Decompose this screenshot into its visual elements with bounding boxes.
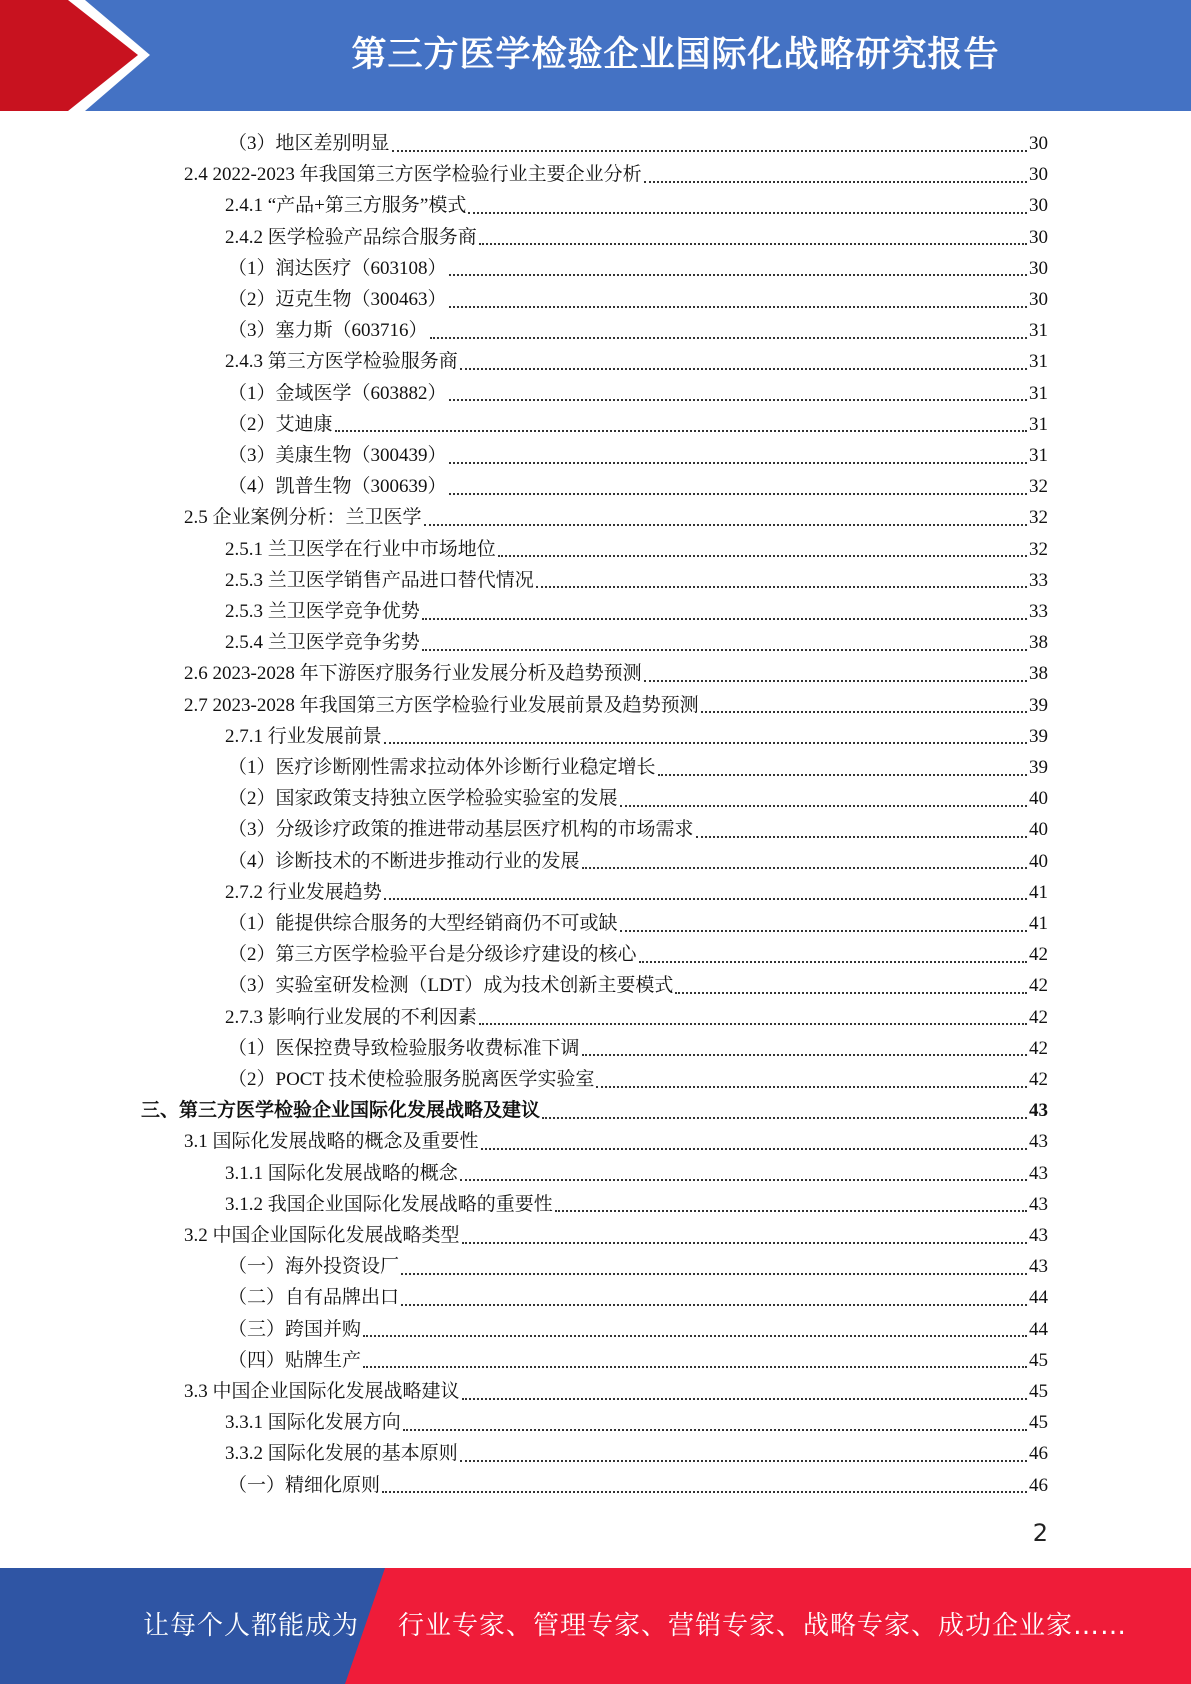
- toc-entry-label: （1）金域医学（603882）: [228, 382, 447, 404]
- toc-entry[interactable]: [228, 1345, 1048, 1376]
- toc-entry-label: 2.5.3 兰卫医学销售产品进口替代情况: [225, 569, 534, 591]
- toc-entry-page: 30: [1029, 226, 1048, 248]
- toc-leader-dots: [403, 1429, 1027, 1431]
- toc-entry[interactable]: [228, 409, 1048, 440]
- toc-leader-dots: [696, 836, 1027, 838]
- toc-leader-dots: [639, 961, 1027, 963]
- toc-leader-dots: [384, 898, 1027, 900]
- toc-entry-page: 39: [1029, 757, 1048, 778]
- toc-entry-page: 31: [1029, 320, 1048, 342]
- toc-entry[interactable]: [225, 565, 1048, 596]
- toc-entry-page: 45: [1029, 1349, 1048, 1371]
- toc-entry[interactable]: [225, 222, 1048, 253]
- toc-leader-dots: [462, 1398, 1027, 1400]
- toc-entry-label: 3.2 中国企业国际化发展战略类型: [184, 1225, 460, 1246]
- toc-entry-page: 44: [1029, 1318, 1048, 1340]
- toc-entry-label: 2.5.1 兰卫医学在行业中市场地位: [225, 538, 496, 560]
- toc-entry-page: 32: [1029, 507, 1048, 529]
- toc-entry[interactable]: [228, 1064, 1048, 1095]
- toc-leader-dots: [430, 337, 1027, 339]
- toc-entry-label: 2.5 企业案例分析：兰卫医学: [184, 507, 422, 529]
- toc-entry-label: （4）凯普生物（300639）: [228, 476, 447, 498]
- toc-entry[interactable]: [184, 1126, 1048, 1157]
- toc-entry-label: 3.1.2 我国企业国际化发展战略的重要性: [225, 1193, 553, 1215]
- toc-entry[interactable]: [228, 1314, 1048, 1345]
- toc-entry-label: 3.3.2 国际化发展的基本原则: [225, 1443, 458, 1465]
- toc-entry[interactable]: [228, 284, 1048, 315]
- toc-entry-page: 30: [1029, 164, 1048, 186]
- toc-leader-dots: [424, 524, 1027, 526]
- toc-entry[interactable]: [225, 877, 1048, 908]
- toc-leader-dots: [460, 1460, 1027, 1462]
- toc-leader-dots: [498, 555, 1027, 557]
- toc-leader-dots: [542, 1117, 1027, 1119]
- toc-entry-label: 2.7 2023-2028 年我国第三方医学检验行业发展前景及趋势预测: [184, 694, 699, 716]
- toc-leader-dots: [401, 1273, 1027, 1275]
- toc-entry-page: 33: [1029, 601, 1048, 622]
- toc-entry[interactable]: [184, 658, 1048, 689]
- toc-entry-page: 46: [1029, 1443, 1048, 1465]
- toc-entry-label: （2）国家政策支持独立医学检验实验室的发展: [228, 788, 618, 810]
- toc-entry[interactable]: [225, 1407, 1048, 1438]
- toc-entry-page: 39: [1029, 694, 1048, 716]
- toc-entry-page: 42: [1029, 1006, 1048, 1028]
- toc-entry[interactable]: [225, 1158, 1048, 1189]
- toc-leader-dots: [479, 1023, 1027, 1025]
- toc-entry-label: （三）跨国并购: [228, 1318, 362, 1340]
- toc-entry[interactable]: [184, 159, 1048, 190]
- toc-leader-dots: [481, 1148, 1027, 1150]
- toc-entry[interactable]: [228, 908, 1048, 939]
- toc-entry-label: 3.1 国际化发展战略的概念及重要性: [184, 1131, 479, 1153]
- toc-entry-label: 2.7.3 影响行业发展的不利因素: [225, 1006, 477, 1028]
- toc-entry-label: （2）第三方医学检验平台是分级诊疗建设的核心: [228, 944, 637, 966]
- toc-entry-label: （2）迈克生物（300463）: [228, 289, 447, 310]
- toc-entry-page: 30: [1029, 289, 1048, 310]
- toc-entry-label: （3）地区差别明显: [228, 133, 390, 154]
- toc-entry-page: 44: [1029, 1287, 1048, 1309]
- toc-entry-label: （2）POCT 技术使检验服务脱离医学实验室: [228, 1069, 595, 1090]
- toc-entry[interactable]: [225, 534, 1048, 565]
- toc-entry[interactable]: [228, 378, 1048, 409]
- toc-entry[interactable]: [228, 1033, 1048, 1064]
- toc-leader-dots: [363, 1366, 1027, 1368]
- toc-entry-page: 31: [1029, 445, 1048, 466]
- toc-leader-dots: [449, 462, 1027, 464]
- toc-entry-page: 40: [1029, 819, 1048, 841]
- toc-entry-page: 41: [1029, 881, 1048, 903]
- toc-leader-dots: [460, 368, 1027, 370]
- toc-entry-page: 30: [1029, 195, 1048, 217]
- footer-slogan-left: 让每个人都能成为: [143, 1611, 360, 1641]
- toc-entry[interactable]: [225, 346, 1048, 377]
- toc-entry[interactable]: [225, 1002, 1048, 1033]
- toc-entry-page: 42: [1029, 1037, 1048, 1059]
- toc-entry[interactable]: [228, 315, 1048, 346]
- toc-entry-label: （3）美康生物（300439）: [228, 445, 447, 466]
- toc-entry[interactable]: [228, 783, 1048, 814]
- toc-entry[interactable]: [225, 627, 1048, 658]
- toc-leader-dots: [401, 1304, 1027, 1306]
- toc-entry-label: 3.3.1 国际化发展方向: [225, 1412, 401, 1434]
- toc-leader-dots: [536, 586, 1027, 588]
- toc-leader-dots: [479, 243, 1027, 245]
- toc-entry[interactable]: [228, 814, 1048, 845]
- toc-entry-page: 43: [1029, 1162, 1048, 1184]
- page-header: [0, 0, 1191, 111]
- toc-leader-dots: [422, 649, 1027, 651]
- toc-entry-page: 31: [1029, 351, 1048, 373]
- toc-entry[interactable]: [228, 846, 1048, 877]
- toc-entry-page: 31: [1029, 382, 1048, 404]
- toc-entry-page: 43: [1029, 1256, 1048, 1278]
- toc-entry-label: 2.4.2 医学检验产品综合服务商: [225, 226, 477, 248]
- toc-leader-dots: [382, 1491, 1027, 1493]
- toc-entry-label: 三、第三方医学检验企业国际化发展战略及建议: [141, 1100, 541, 1122]
- footer-slogan-right: 行业专家、管理专家、营销专家、战略专家、成功企业家……: [398, 1611, 1128, 1641]
- toc-entry-page: 42: [1029, 1069, 1048, 1090]
- toc-leader-dots: [658, 774, 1027, 776]
- toc-entry-page: 30: [1029, 133, 1048, 154]
- toc-entry-label: （3）塞力斯（603716）: [228, 320, 428, 342]
- toc-leader-dots: [449, 306, 1027, 308]
- toc-leader-dots: [620, 805, 1027, 807]
- toc-entry-label: 2.7.2 行业发展趋势: [225, 881, 382, 903]
- toc-entry-label: 2.6 2023-2028 年下游医疗服务行业发展分析及趋势预测: [184, 663, 642, 685]
- toc-entry-page: 32: [1029, 538, 1048, 560]
- toc-entry-label: （1）医保控费导致检验服务收费标准下调: [228, 1037, 580, 1059]
- toc-leader-dots: [620, 930, 1027, 932]
- toc-leader-dots: [596, 1086, 1027, 1088]
- toc-entry-page: 38: [1029, 632, 1048, 654]
- toc-leader-dots: [675, 992, 1027, 994]
- toc-entry-page: 42: [1029, 944, 1048, 966]
- toc-entry[interactable]: [228, 128, 1048, 159]
- toc-leader-dots: [644, 680, 1027, 682]
- toc-entry-page: 41: [1029, 913, 1048, 934]
- toc-entry-label: 2.7.1 行业发展前景: [225, 725, 382, 747]
- toc-entry-page: 43: [1029, 1131, 1048, 1153]
- toc-entry[interactable]: [228, 1251, 1048, 1282]
- toc-entry-page: 31: [1029, 413, 1048, 435]
- toc-entry[interactable]: [225, 596, 1048, 627]
- toc-entry[interactable]: [184, 690, 1048, 721]
- toc-leader-dots: [644, 181, 1027, 183]
- toc-entry[interactable]: [228, 440, 1048, 471]
- toc-entry[interactable]: [228, 253, 1048, 284]
- toc-entry[interactable]: [225, 1189, 1048, 1220]
- toc-entry[interactable]: [228, 1470, 1048, 1501]
- toc-leader-dots: [384, 742, 1027, 744]
- toc-leader-dots: [582, 867, 1027, 869]
- toc-entry[interactable]: [184, 1220, 1048, 1251]
- toc-entry-page: 32: [1029, 476, 1048, 498]
- toc-entry[interactable]: [184, 502, 1048, 533]
- toc-entry-label: （一）精细化原则: [228, 1474, 381, 1496]
- toc-entry[interactable]: [225, 721, 1048, 752]
- toc-leader-dots: [582, 1054, 1027, 1056]
- toc-entry-page: 43: [1029, 1193, 1048, 1215]
- toc-entry-label: （1）医疗诊断刚性需求拉动体外诊断行业稳定增长: [228, 757, 656, 778]
- toc-entry[interactable]: [225, 1438, 1048, 1469]
- report-title: 第三方医学检验企业国际化战略研究报告: [351, 35, 1000, 75]
- toc-leader-dots: [462, 1242, 1027, 1244]
- toc-entry-page: 40: [1029, 788, 1048, 810]
- toc-leader-dots: [449, 399, 1027, 401]
- toc-entry-label: 2.4 2022-2023 年我国第三方医学检验行业主要企业分析: [184, 164, 642, 186]
- toc-leader-dots: [363, 1335, 1027, 1337]
- page-number: 2: [1032, 1519, 1048, 1547]
- toc-leader-dots: [460, 1179, 1027, 1181]
- toc-entry-page: 43: [1029, 1225, 1048, 1246]
- toc-entry-page: 33: [1029, 569, 1048, 591]
- toc-entry-label: 2.5.3 兰卫医学竞争优势: [225, 601, 420, 622]
- header-chevron-arrow: [0, 0, 140, 111]
- toc-leader-dots: [392, 150, 1027, 152]
- toc-leader-dots: [422, 618, 1027, 620]
- toc-entry[interactable]: [184, 1376, 1048, 1407]
- toc-entry-page: 45: [1029, 1381, 1048, 1402]
- toc-leader-dots: [449, 274, 1027, 276]
- toc-entry[interactable]: [225, 190, 1048, 221]
- toc-entry[interactable]: [228, 939, 1048, 970]
- toc-entry-page: 39: [1029, 725, 1048, 747]
- toc-entry-page: 42: [1029, 975, 1048, 997]
- toc-entry-label: 3.1.1 国际化发展战略的概念: [225, 1162, 458, 1184]
- toc-leader-dots: [335, 430, 1027, 432]
- toc-entry[interactable]: [228, 471, 1048, 502]
- toc-entry-label: 2.4.1 “产品+第三方服务”模式: [225, 195, 467, 217]
- toc-leader-dots: [468, 212, 1027, 214]
- toc-entry-label: （一）海外投资设厂: [228, 1256, 400, 1278]
- toc-leader-dots: [449, 493, 1027, 495]
- toc-entry-label: （3）实验室研发检测（LDT）成为技术创新主要模式: [228, 975, 674, 997]
- toc-entry-page: 30: [1029, 257, 1048, 279]
- toc-entry[interactable]: [141, 1095, 1048, 1126]
- toc-entry-label: 3.3 中国企业国际化发展战略建议: [184, 1381, 460, 1402]
- toc-entry-label: （1）润达医疗（603108）: [228, 257, 447, 279]
- toc-entry-page: 45: [1029, 1412, 1048, 1434]
- toc-entry-page: 43: [1029, 1100, 1048, 1122]
- toc-entry-label: （二）自有品牌出口: [228, 1287, 400, 1309]
- toc-leader-dots: [555, 1210, 1027, 1212]
- toc-leader-dots: [701, 711, 1027, 713]
- toc-entry[interactable]: [228, 752, 1048, 783]
- page-footer: [0, 1568, 1191, 1684]
- toc-entry-page: 46: [1029, 1474, 1048, 1496]
- toc-entry-page: 40: [1029, 850, 1048, 872]
- toc-entry-label: （3）分级诊疗政策的推进带动基层医疗机构的市场需求: [228, 819, 694, 841]
- toc-entry-label: （2）艾迪康: [228, 413, 333, 435]
- toc-entry-label: （1）能提供综合服务的大型经销商仍不可或缺: [228, 913, 618, 934]
- toc-entry-label: （4）诊断技术的不断进步推动行业的发展: [228, 850, 580, 872]
- toc-entry[interactable]: [228, 1282, 1048, 1313]
- toc-entry-page: 38: [1029, 663, 1048, 685]
- toc-entry-label: 2.5.4 兰卫医学竞争劣势: [225, 632, 420, 654]
- toc-entry[interactable]: [228, 970, 1048, 1001]
- toc-entry-label: 2.4.3 第三方医学检验服务商: [225, 351, 458, 373]
- toc-entry-label: （四）贴牌生产: [228, 1349, 362, 1371]
